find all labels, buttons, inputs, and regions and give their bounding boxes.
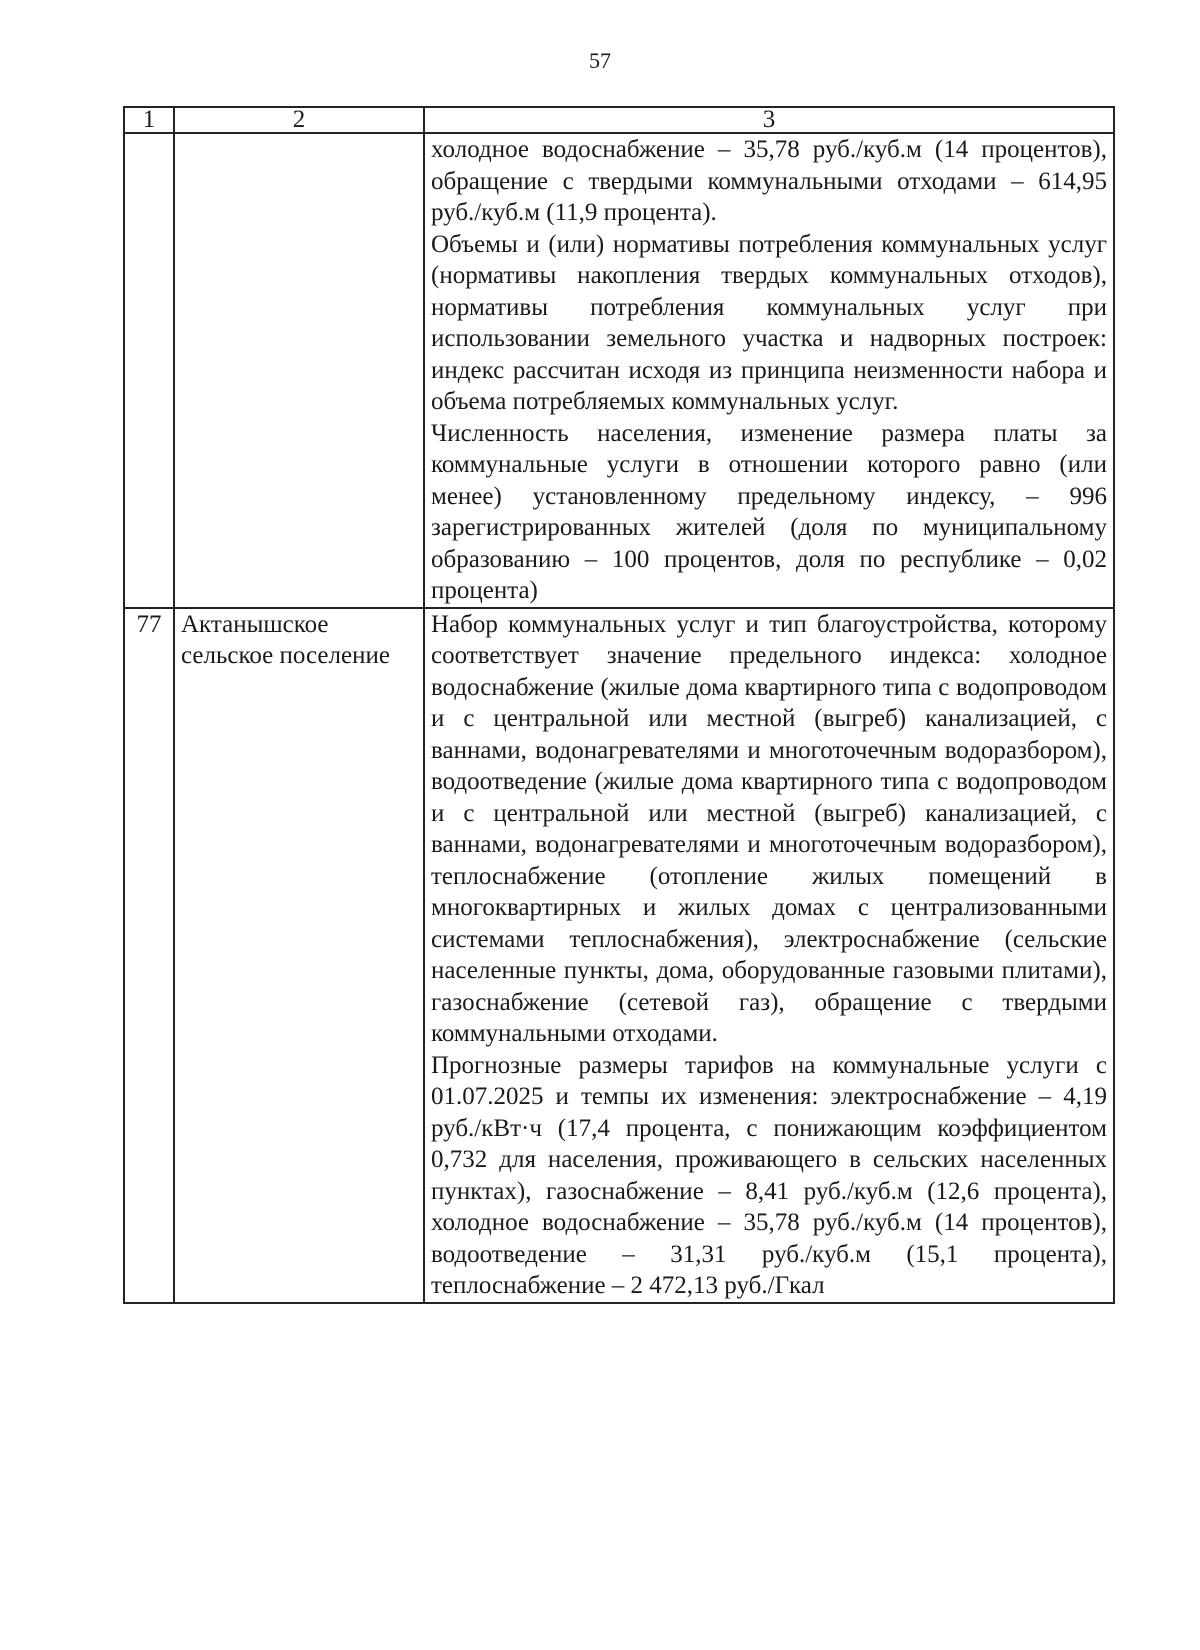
- header-cell-1: 1: [124, 107, 174, 133]
- cell-municipality-name: Актанышское сельское поселение: [174, 608, 424, 1303]
- paragraph: Численность населения, изменение размера платы за коммунальные услуги в отношении которого равно (или менее) установленному предельному индексу, – 996 зарегистрированных жителей (доля по муниципальному образованию – 100 процентов, доля по республике – 0,02 процента): [431, 419, 1107, 604]
- table-row-continuation: [124, 133, 1114, 608]
- cell-name-empty: [174, 133, 424, 608]
- header-cell-3: 3: [424, 107, 1114, 133]
- paragraph: Объемы и (или) нормативы потребления коммунальных услуг (нормативы накопления твердых коммунальных отходов), нормативы потребления коммунальных услуг при использовании земельного участка и надворных построек: индекс рассчитан исходя из принципа неизменности набора и объема потребляемых коммунальных услуг.: [431, 230, 1107, 415]
- cell-description: [424, 608, 1114, 1303]
- table-header-row: [124, 107, 1114, 133]
- paragraph: холодное водоснабжение – 35,78 руб./куб.м (14 процентов), обращение с твердыми коммунальными отходами – 614,95 руб./куб.м (11,9 процента).: [431, 136, 1107, 226]
- paragraph: Прогнозные размеры тарифов на коммунальные услуги с 01.07.2025 и темпы их изменения: электроснабжение – 4,19 руб./кВт·ч (17,4 процента, с понижающим коэффициентом 0,732 для населения, проживающего в сельских населенных пунктах), газоснабжение – 8,41 руб./куб.м (12,6 процента), холодное водоснабжение – 35,78 руб./куб.м (14 процентов), водоотведение – 31,31 руб./куб.м (15,1 процента), теплоснабжение – 2 472,13 руб./Гкал: [431, 1051, 1107, 1299]
- page-number: 57: [589, 48, 611, 73]
- paragraph: Набор коммунальных услуг и тип благоустройства, которому соответствует значение предельного индекса: холодное водоснабжение (жилые дома квартирного типа с водопроводом и с центральной или местной (выгреб) канализацией, с ваннами, водонагревателями и многоточечным водоразбором), водоотведение (жилые дома квартирного типа с водопроводом и с центральной или местной (выгреб) канализацией, с ваннами, водонагревателями и многоточечным водоразбором), теплоснабжение (отопление жилых помещений в многоквартирных и жилых домах с централизованными системами теплоснабжения), электроснабжение (сельские населенные пункты, дома, оборудованные газовыми плитами), газоснабжение (сетевой газ), обращение с твердыми коммунальными отходами.: [431, 610, 1107, 1047]
- header-cell-2: 2: [174, 107, 424, 133]
- document-table: [123, 106, 1115, 1304]
- table-row-77: [124, 608, 1114, 1303]
- cell-description: [424, 133, 1114, 608]
- cell-number-empty: [124, 133, 174, 608]
- cell-row-number: 77: [124, 608, 174, 1303]
